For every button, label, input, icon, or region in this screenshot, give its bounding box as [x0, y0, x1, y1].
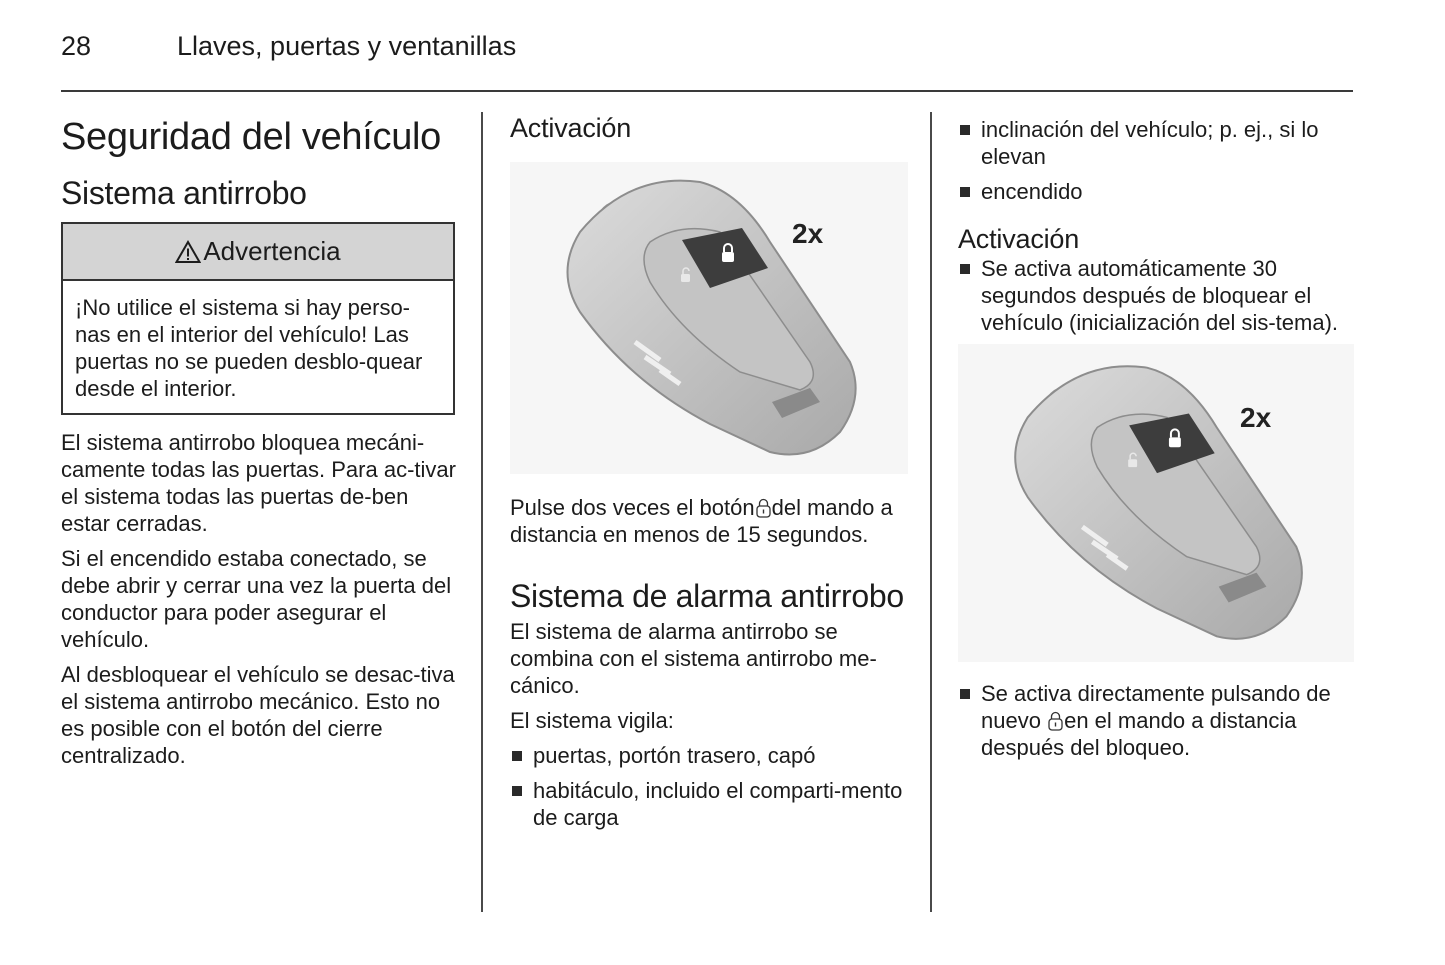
list-item: puertas, portón trasero, capó [510, 742, 910, 769]
list-item: Se activa automáticamente 30 segundos después de bloquear el vehículo (inicialización del sis-tema). [958, 255, 1358, 336]
press-count-label: 2x [1240, 402, 1272, 433]
press-count-label: 2x [792, 218, 824, 249]
paragraph: El sistema vigila: [510, 708, 674, 733]
list-item: Se activa directamente pulsando de nuevo en el mando a distancia después del bloqueo. [958, 680, 1358, 761]
paragraph: Si el encendido estaba conectado, se debe abrir y cerrar una vez la puerta del conductor para poder asegurar el vehículo. [61, 546, 452, 652]
activation-instruction: Pulse dos veces el botón del mando a distancia en menos de 15 segundos. [510, 495, 893, 547]
alarm-heading: Sistema de alarma antirrobo [510, 578, 904, 614]
remote-key-fob-icon [510, 162, 908, 474]
column-3 [958, 116, 1358, 761]
lock-icon [756, 498, 771, 518]
column-1 [61, 112, 457, 769]
warning-label: Advertencia [203, 236, 341, 266]
lock-icon [1048, 711, 1063, 731]
warning-text: ¡No utilice el sistema si hay perso-nas en el interior del vehículo! Las puertas no se pueden desblo-quear desde el interior. [75, 295, 423, 401]
column-divider [930, 112, 932, 912]
list-item: inclinación del vehículo; p. ej., si lo elevan [958, 116, 1358, 170]
paragraph: Al desbloquear el vehículo se desac-tiva el sistema antirrobo mecánico. Esto no es posible con el botón del cierre centralizado. [61, 662, 455, 768]
key-fob-figure [958, 344, 1354, 662]
paragraph: El sistema antirrobo bloquea mecáni-camente todas las puertas. Para ac-tivar el sistema todas las puertas de-ben estar cerradas. [61, 430, 456, 536]
subsection-title: Sistema antirrobo [61, 175, 307, 211]
monitored-list-continued [958, 116, 1358, 205]
warning-body [63, 281, 453, 413]
warning-header [63, 224, 453, 281]
chapter-title: Llaves, puertas y ventanillas [177, 31, 517, 61]
activation-list [958, 255, 1358, 336]
body-text [61, 429, 457, 769]
list-item: encendido [958, 178, 1358, 205]
warning-box [61, 222, 455, 415]
column-2 [510, 112, 910, 831]
warning-triangle-icon [175, 240, 201, 264]
activation-heading: Activación [510, 113, 632, 143]
monitored-list [510, 742, 910, 831]
direct-activation-list [958, 680, 1358, 761]
page-number: 28 [61, 31, 92, 61]
paragraph: El sistema de alarma antirrobo se combina con el sistema antirrobo me-cánico. [510, 619, 877, 698]
column-divider [481, 112, 483, 912]
list-item: habitáculo, incluido el comparti-mento de carga [510, 777, 910, 831]
key-fob-figure [510, 162, 908, 474]
activation-heading: Activación [958, 224, 1080, 254]
page-header [61, 28, 1353, 92]
remote-key-fob-icon [958, 344, 1354, 662]
section-title: Seguridad del vehículo [61, 116, 442, 158]
